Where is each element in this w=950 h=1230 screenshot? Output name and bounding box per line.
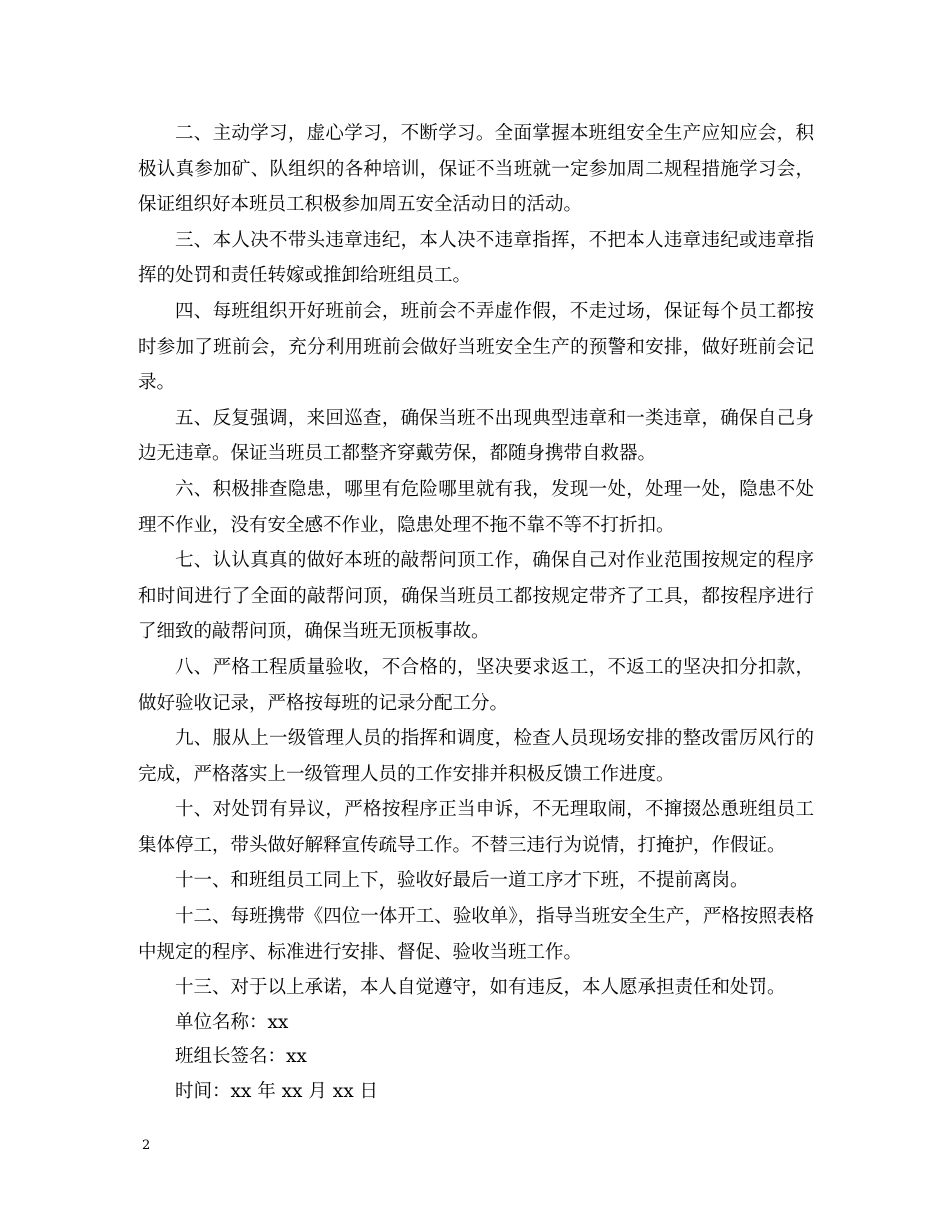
paragraph-item-3: 三、本人决不带头违章违纪，本人决不违章指挥，不把本人违章违纪或违章指挥的处罚和责任转嫁或推卸给班组员工。 [138, 229, 814, 287]
paragraph-item-9: 九、服从上一级管理人员的指挥和调度，检查人员现场安排的整改雷厉风行的完成，严格落实上一级管理人员的工作安排并积极反馈工作进度。 [138, 728, 814, 785]
paragraph-item-12: 十二、每班携带《四位一体开工、验收单》，指导当班安全生产，严格按照表格中规定的程序、标准进行安排、督促、验收当班工作。 [138, 906, 814, 963]
leader-signature-line: 班组长签名：xx [175, 1046, 307, 1068]
paragraph-item-2: 二、主动学习，虚心学习，不断学习。全面掌握本班组安全生产应知应会，积极认真参加矿、队组织的各种培训，保证不当班就一定参加周二规程措施学习会，保证组织好本班员工积极参加周五安全活动日的活动。 [138, 123, 814, 216]
page-number: 2 [142, 1138, 151, 1153]
paragraph-item-4: 四、每班组织开好班前会，班前会不弄虚作假，不走过场，保证每个员工都按时参加了班前会，充分利用班前会做好当班安全生产的预警和安排，做好班前会记录。 [138, 300, 814, 394]
paragraph-item-10: 十、对处罚有异议，严格按程序正当申诉，不无理取闹，不撺掇怂恿班组员工集体停工，带头做好解释宣传疏导工作。不替三违行为说情，打掩护，作假证。 [138, 799, 814, 856]
paragraph-item-11: 十一、和班组员工同上下，验收好最后一道工序才下班，不提前离岗。 [175, 870, 749, 892]
date-line: 时间：xx 年 xx 月 xx 日 [175, 1080, 379, 1102]
paragraph-item-13: 十三、对于以上承诺，本人自觉遵守，如有违反，本人愿承担责任和处罚。 [175, 977, 786, 999]
paragraph-item-8: 八、严格工程质量验收，不合格的，坚决要求返工，不返工的坚决扣分扣款，做好验收记录，严格按每班的记录分配工分。 [138, 656, 814, 714]
paragraph-item-7: 七、认认真真的做好本班的敲帮问顶工作，确保自己对作业范围按规定的程序和时间进行了全面的敲帮问顶，确保当班员工都按规定带齐了工具，都按程序进行了细致的敲帮问顶，确保当班无顶板事故。 [138, 550, 814, 643]
unit-name-line: 单位名称：xx [175, 1011, 289, 1033]
paragraph-item-5: 五、反复强调，来回巡查，确保当班不出现典型违章和一类违章，确保自己身边无违章。保证当班员工都整齐穿戴劳保，都随身携带自救器。 [138, 407, 814, 465]
paragraph-item-6: 六、积极排查隐患，哪里有危险哪里就有我，发现一处，处理一处，隐患不处理不作业，没有安全感不作业，隐患处理不拖不靠不等不打折扣。 [138, 478, 814, 536]
document-body [138, 116, 814, 1109]
